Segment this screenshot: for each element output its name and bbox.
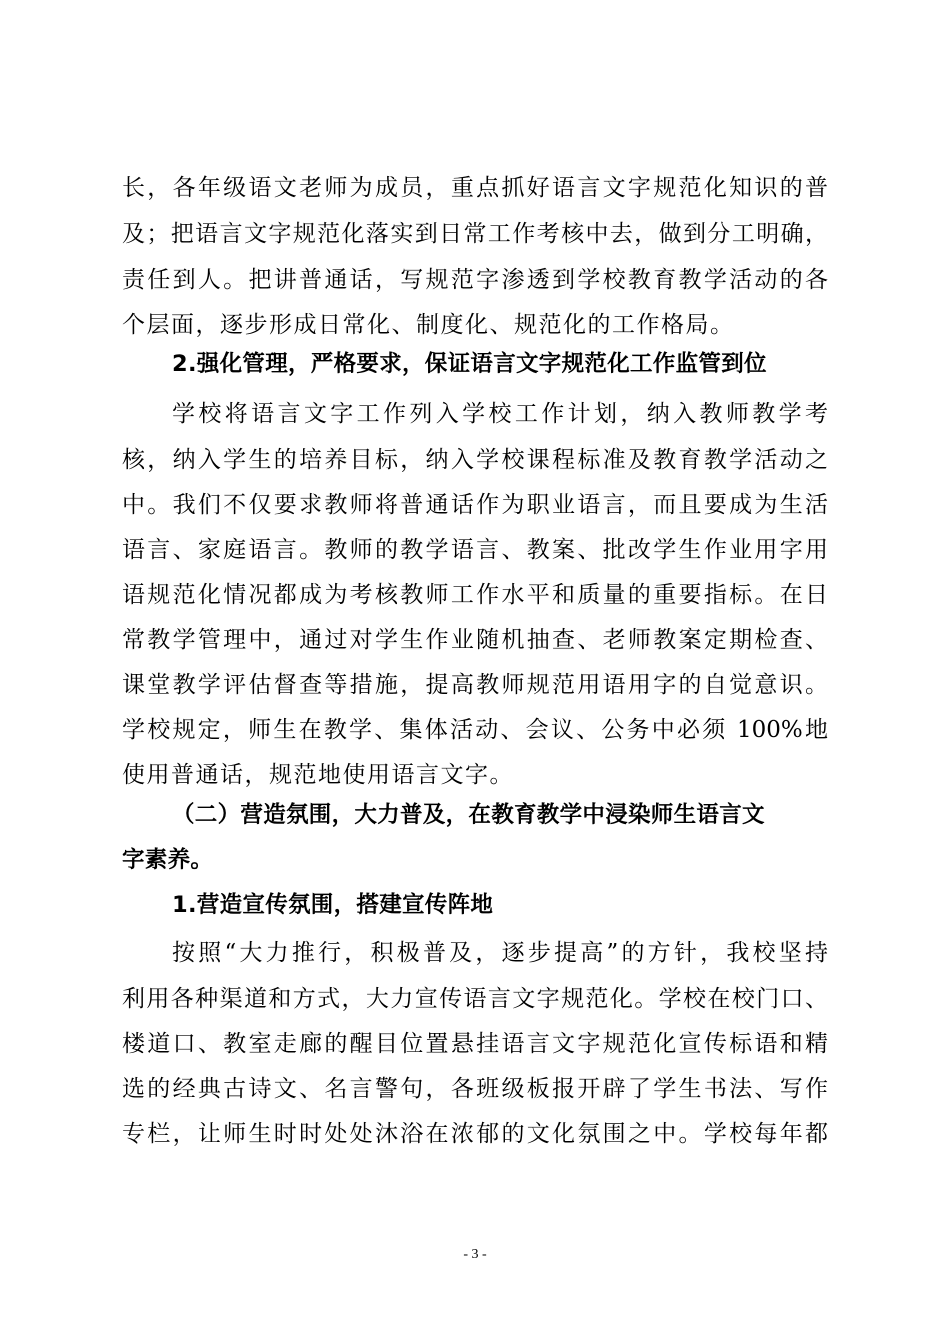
page-number: - 3 - [463,1247,487,1262]
body-text-line: 学校将语言文字工作列入学校工作计划，纳入教师教学考 [172,401,828,427]
body-text-line: 楼道口、教室走廊的醒目位置悬挂语言文字规范化宣传标语和精 [122,1031,828,1057]
body-text-line: 语规范化情况都成为考核教师工作水平和质量的重要指标。在日 [122,582,828,608]
body-text-line: 长，各年级语文老师为成员，重点抓好语言文字规范化知识的普 [122,175,828,201]
body-text-line: 利用各种渠道和方式，大力宣传语言文字规范化。学校在校门口、 [122,986,828,1012]
body-text-line: 按照“大力推行，积极普及，逐步提高”的方针，我校坚持 [172,940,828,966]
body-text-line: 及；把语言文字规范化落实到日常工作考核中去，做到分工明确， [122,221,828,247]
body-text-line: 专栏，让师生时时处处沐浴在浓郁的文化氛围之中。学校每年都 [122,1121,828,1147]
subsection-heading: 1.营造宣传氛围，搭建宣传阵地 [172,892,494,918]
body-text-line: 中。我们不仅要求教师将普通话作为职业语言，而且要成为生活 [122,492,828,518]
body-text-line: 核，纳入学生的培养目标，纳入学校课程标准及教育教学活动之 [122,447,828,473]
body-text-line: 个层面，逐步形成日常化、制度化、规范化的工作格局。 [122,312,735,338]
body-text-line: 语言、家庭语言。教师的教学语言、教案、批改学生作业用字用 [122,537,828,563]
body-text-line: 课堂教学评估督查等措施，提高教师规范用语用字的自觉意识。 [122,672,828,698]
section-heading: （二）营造氛围，大力普及，在教育教学中浸染师生语言文 [172,802,765,828]
section-heading-continuation: 字素养。 [122,847,214,873]
body-text-line: 使用普通话，规范地使用语言文字。 [122,762,514,788]
body-text-line: 责任到人。把讲普通话，写规范字渗透到学校教育教学活动的各 [122,267,828,293]
body-text-line: 学校规定，师生在教学、集体活动、会议、公务中必须 100%地 [122,717,828,743]
body-text-line: 选的经典古诗文、名言警句，各班级板报开辟了学生书法、写作 [122,1076,828,1102]
body-text-line: 常教学管理中，通过对学生作业随机抽查、老师教案定期检查、 [122,627,828,653]
section-heading: 2.强化管理，严格要求，保证语言文字规范化工作监管到位 [172,351,767,377]
